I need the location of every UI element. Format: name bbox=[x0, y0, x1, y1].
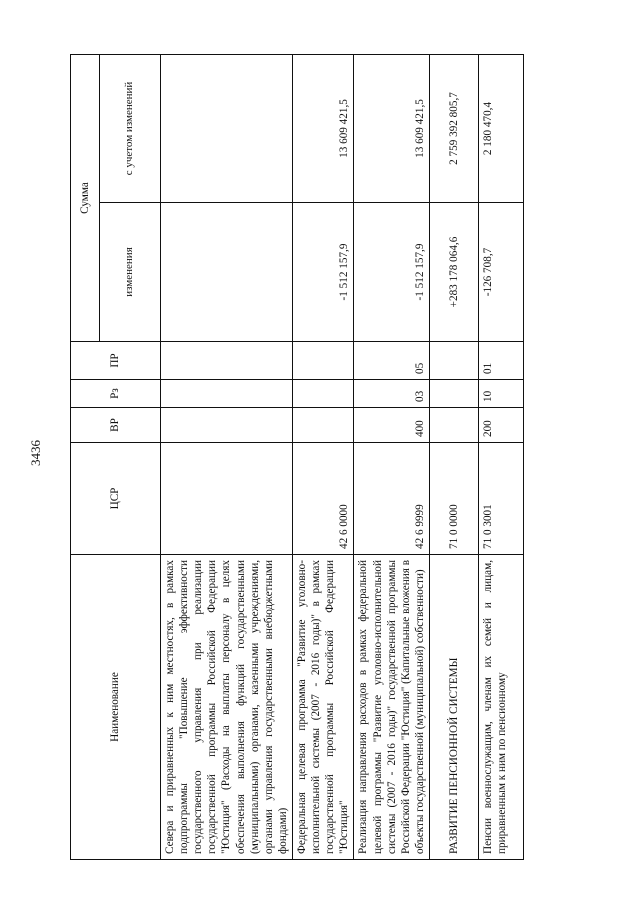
table-row bbox=[292, 55, 353, 860]
row-total: 13 609 421,5 bbox=[292, 55, 353, 203]
header-vr: ВР bbox=[71, 408, 161, 443]
row-name: Пенсии военнослужащим, членам их семей и лицам, приравненным к ним по пенсионному bbox=[478, 555, 523, 860]
header-csr: ЦСР bbox=[71, 443, 161, 555]
row-vr: 200 bbox=[478, 408, 523, 443]
row-rz: 10 bbox=[478, 380, 523, 408]
row-change: -126 708,7 bbox=[478, 203, 523, 342]
row-change: -1 512 157,9 bbox=[292, 203, 353, 342]
row-vr: 400 bbox=[354, 408, 430, 443]
table-row bbox=[354, 55, 430, 860]
header-name: Наименование bbox=[71, 555, 161, 860]
row-pr bbox=[292, 342, 353, 380]
row-change: +283 178 064,6 bbox=[429, 203, 478, 342]
row-csr: 71 0 3001 bbox=[478, 443, 523, 555]
row-total: 2 180 470,4 bbox=[478, 55, 523, 203]
table-row bbox=[478, 55, 523, 860]
row-total bbox=[161, 55, 293, 203]
row-pr: 05 bbox=[354, 342, 430, 380]
row-pr bbox=[161, 342, 293, 380]
header-changes: изменения bbox=[100, 203, 161, 342]
row-csr: 42 6 9999 bbox=[354, 443, 430, 555]
row-name: Федеральная целевая программа "Развитие уголовно-исполнительной системы (2007 - 2016 годы)" в рамках государственной программы Российской Федерации "Юстиция" bbox=[292, 555, 353, 860]
row-change: -1 512 157,9 bbox=[354, 203, 430, 342]
row-csr: 42 6 0000 bbox=[292, 443, 353, 555]
row-vr bbox=[429, 408, 478, 443]
header-rz: Рз bbox=[71, 380, 161, 408]
row-change bbox=[161, 203, 293, 342]
row-pr: 01 bbox=[478, 342, 523, 380]
row-vr bbox=[161, 408, 293, 443]
budget-sheet bbox=[70, 55, 590, 860]
header-with-changes: с учетом изменений bbox=[100, 55, 161, 203]
row-name: РАЗВИТИЕ ПЕНСИОННОЙ СИСТЕМЫ bbox=[429, 555, 478, 860]
table-row-section bbox=[429, 55, 478, 860]
row-name: Севера и приравненных к ним местностях, в рамках подпрограммы "Повышение эффективности государственного управления при реализации государственной программы Российской Федерации "Юстиция" (Расходы на выплаты персоналу в целях обеспечения выполнения функций государственными (муниципальными) органами, казенными учреждениями, органами управления государственными внебюджетными фондами) bbox=[161, 555, 293, 860]
row-vr bbox=[292, 408, 353, 443]
header-pr: ПР bbox=[71, 342, 161, 380]
row-rz: 03 bbox=[354, 380, 430, 408]
row-total: 2 759 392 805,7 bbox=[429, 55, 478, 203]
row-pr bbox=[429, 342, 478, 380]
page-number: 3436 bbox=[28, 440, 43, 466]
row-csr bbox=[161, 443, 293, 555]
row-rz bbox=[429, 380, 478, 408]
row-rz bbox=[292, 380, 353, 408]
row-name: Реализация направления расходов в рамках федеральной целевой программы "Развитие уголовно-исполнительной системы (2007 - 2016 годы)" государственной программы Российской Федерации "Юстиция" (Капитальные вложения в объекты государственной (муниципальной) собственности) bbox=[354, 555, 430, 860]
row-csr: 71 0 0000 bbox=[429, 443, 478, 555]
header-row-1 bbox=[71, 55, 100, 860]
table-row bbox=[161, 55, 293, 860]
header-sum: Сумма bbox=[71, 55, 100, 342]
row-total: 13 609 421,5 bbox=[354, 55, 430, 203]
row-rz bbox=[161, 380, 293, 408]
budget-table bbox=[70, 54, 524, 860]
